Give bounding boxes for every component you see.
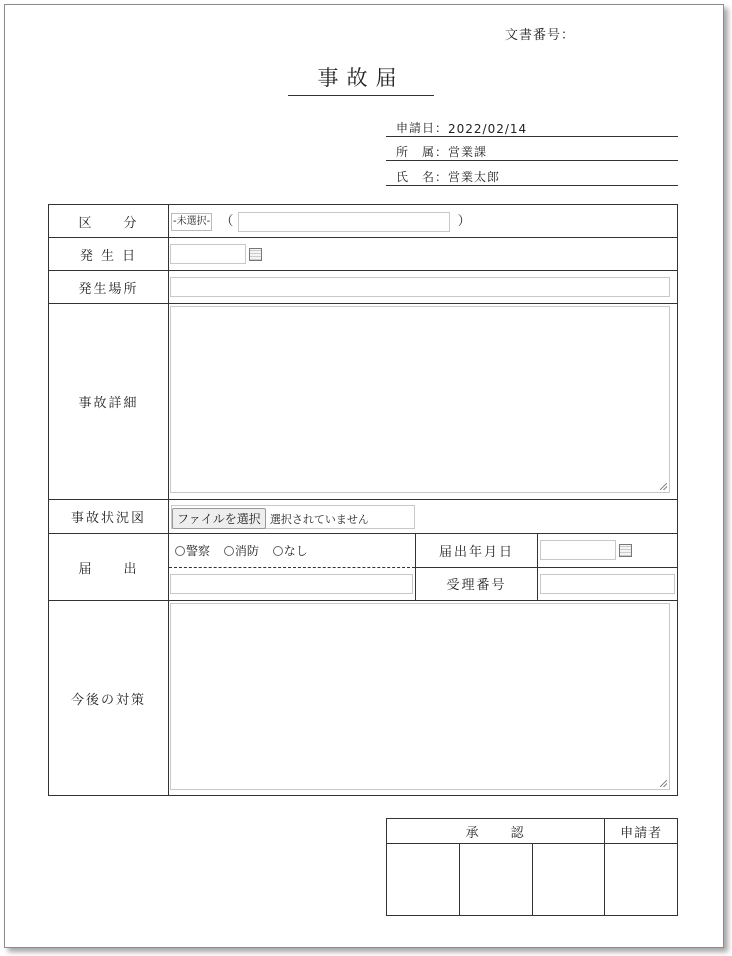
dept-label: 所 属： <box>396 145 449 159</box>
applicant-header: 申請者 <box>605 819 678 844</box>
resize-grip-icon[interactable] <box>660 780 667 787</box>
approval-stamp-box <box>532 844 605 916</box>
date-label: 申請日： <box>396 121 449 135</box>
dept-value: 営業課 <box>448 145 488 159</box>
radio-police[interactable] <box>175 546 185 556</box>
name-label: 氏 名： <box>396 170 449 184</box>
accident-form-table <box>48 204 678 796</box>
measures-label: 今後の対策 <box>49 601 169 796</box>
detail-textarea[interactable] <box>170 306 670 493</box>
resize-grip-icon[interactable] <box>660 483 667 490</box>
occurrence-date-label: 発 生 日 <box>49 238 169 271</box>
name-value: 営業太郎 <box>448 170 501 184</box>
calendar-icon[interactable] <box>619 544 632 557</box>
report-date-input[interactable] <box>540 540 616 560</box>
report-office-input[interactable] <box>170 574 413 594</box>
report-subtable <box>169 534 677 600</box>
place-input[interactable] <box>170 277 670 297</box>
approve-header: 承 認 <box>387 819 605 844</box>
category-label: 区 分 <box>49 205 169 238</box>
approval-table <box>386 818 678 916</box>
file-status: 選択されていません <box>269 512 369 526</box>
receipt-number-input[interactable] <box>540 574 675 594</box>
paren-open: （ <box>220 214 234 230</box>
doc-number-label: 文書番号： <box>505 28 576 43</box>
radio-fire-label: 消防 <box>234 543 259 558</box>
radio-police-label: 警察 <box>186 543 211 558</box>
occurrence-date-input[interactable] <box>170 244 246 264</box>
paren-close: ） <box>457 214 471 230</box>
category-other-input[interactable] <box>238 212 450 232</box>
date-value: 2022/02/14 <box>448 122 528 136</box>
applicant-stamp-box <box>605 844 678 916</box>
page-title: 事故届 <box>288 62 434 96</box>
report-date-label: 届出年月日 <box>416 534 538 567</box>
receipt-number-label: 受理番号 <box>416 567 538 600</box>
meta-name <box>386 168 678 186</box>
approval-stamp-box <box>387 844 460 916</box>
place-label: 発生場所 <box>49 271 169 304</box>
category-select[interactable]: -未選択- <box>171 213 212 231</box>
file-select-button[interactable]: ファイルを選択 <box>172 508 266 529</box>
file-input[interactable] <box>171 505 415 529</box>
radio-none-label: なし <box>283 543 308 558</box>
radio-none[interactable] <box>273 546 283 556</box>
radio-fire[interactable] <box>224 546 234 556</box>
meta-dept <box>386 143 678 161</box>
diagram-label: 事故状況図 <box>49 500 169 534</box>
meta-date <box>386 119 678 137</box>
detail-label: 事故詳細 <box>49 304 169 500</box>
report-label: 届 出 <box>49 534 169 601</box>
approval-stamp-box <box>459 844 532 916</box>
measures-textarea[interactable] <box>170 603 670 790</box>
calendar-icon[interactable] <box>249 248 262 261</box>
